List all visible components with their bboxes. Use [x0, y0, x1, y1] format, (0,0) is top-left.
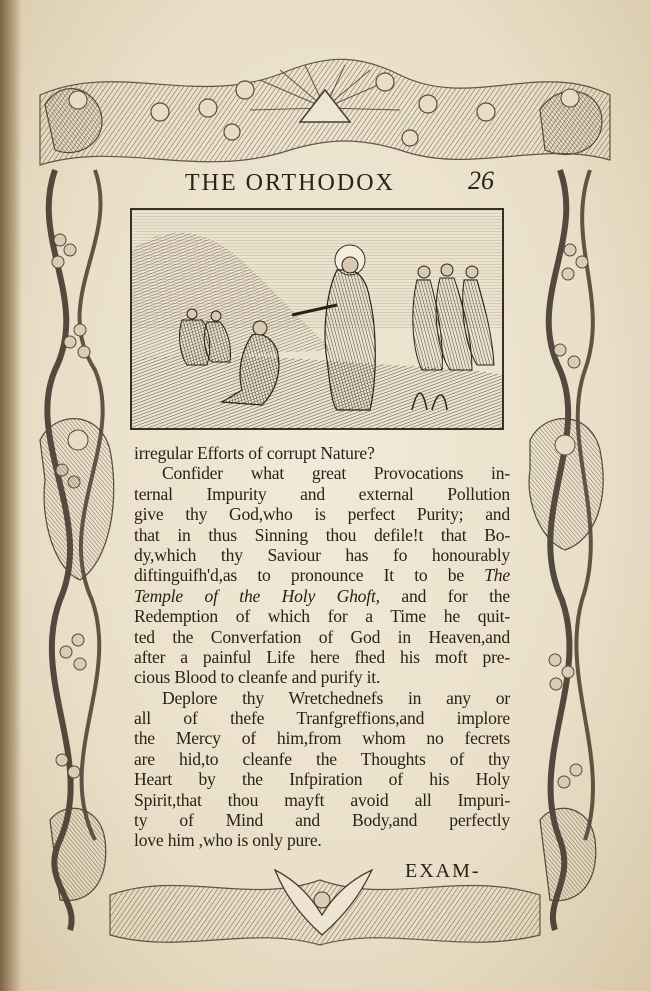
cherub-icon [236, 81, 254, 99]
cherub-icon [199, 99, 217, 117]
text-line: Redemption of which for a Time he quit- [134, 606, 510, 627]
cherub-icon [376, 73, 394, 91]
text-line: the Mercy of him,from whom no fecrets [134, 728, 510, 749]
body-text [134, 443, 510, 851]
engraving-plate [130, 208, 504, 430]
text-line-italic: The [484, 565, 510, 586]
page-title: THE ORTHODOX [185, 170, 395, 196]
text-line: that in thus Sinning thou defile!t that Bo- [134, 524, 510, 545]
cherub-icon [151, 103, 169, 121]
text-line: dy,which thy Saviour has fo honourably [134, 544, 510, 565]
text-line: are hid,to cleanfe the Thoughts of thy [134, 748, 510, 769]
text-line: ty of Mind and Body,and perfectly [134, 810, 510, 831]
catchword: EXAM- [405, 860, 481, 882]
figure-icon [540, 808, 596, 900]
cherub-icon [419, 95, 437, 113]
figure-icon [50, 808, 106, 900]
left-vine-border [40, 170, 114, 930]
text-line-italic: Temple of the Holy Ghoft, [134, 585, 380, 606]
cherub-icon [224, 124, 240, 140]
text-line [134, 586, 510, 606]
text-line-main: and for the [379, 585, 510, 606]
text-line-main: diftinguifh'd,as to pronounce It to be [134, 565, 464, 586]
text-line [134, 565, 510, 585]
text-line: give thy God,who is perfect Purity; and [134, 504, 510, 525]
engraving-christ-healing-image [132, 210, 502, 428]
text-line: Deplore thy Wretchednefs in any or [162, 687, 510, 708]
text-line: cious Blood to cleanfe and purify it. [134, 667, 381, 688]
text-line: Spirit,that thou mayft avoid all Impuri- [134, 789, 510, 810]
text-line: all of thefe Tranfgreffions,and implore [134, 708, 510, 729]
right-vine-border [529, 170, 603, 930]
text-line: love him ,who is only pure. [134, 830, 322, 851]
top-ornament [40, 59, 610, 165]
text-line: after a painful Life here fhed his moft pre- [134, 646, 510, 667]
text-line: ternal Impurity and external Pollution [134, 483, 510, 504]
text-line: Heart by the Infpiration of his Holy [134, 769, 510, 790]
text-line: Confider what great Provocations in- [162, 463, 510, 484]
running-head [185, 166, 525, 200]
cherub-icon [402, 130, 418, 146]
text-line: ted the Converfation of God in Heaven,and [134, 626, 510, 647]
cherub-icon [477, 103, 495, 121]
text-line: irregular Efforts of corrupt Nature? [134, 443, 375, 463]
page-number: 26 [468, 166, 494, 195]
